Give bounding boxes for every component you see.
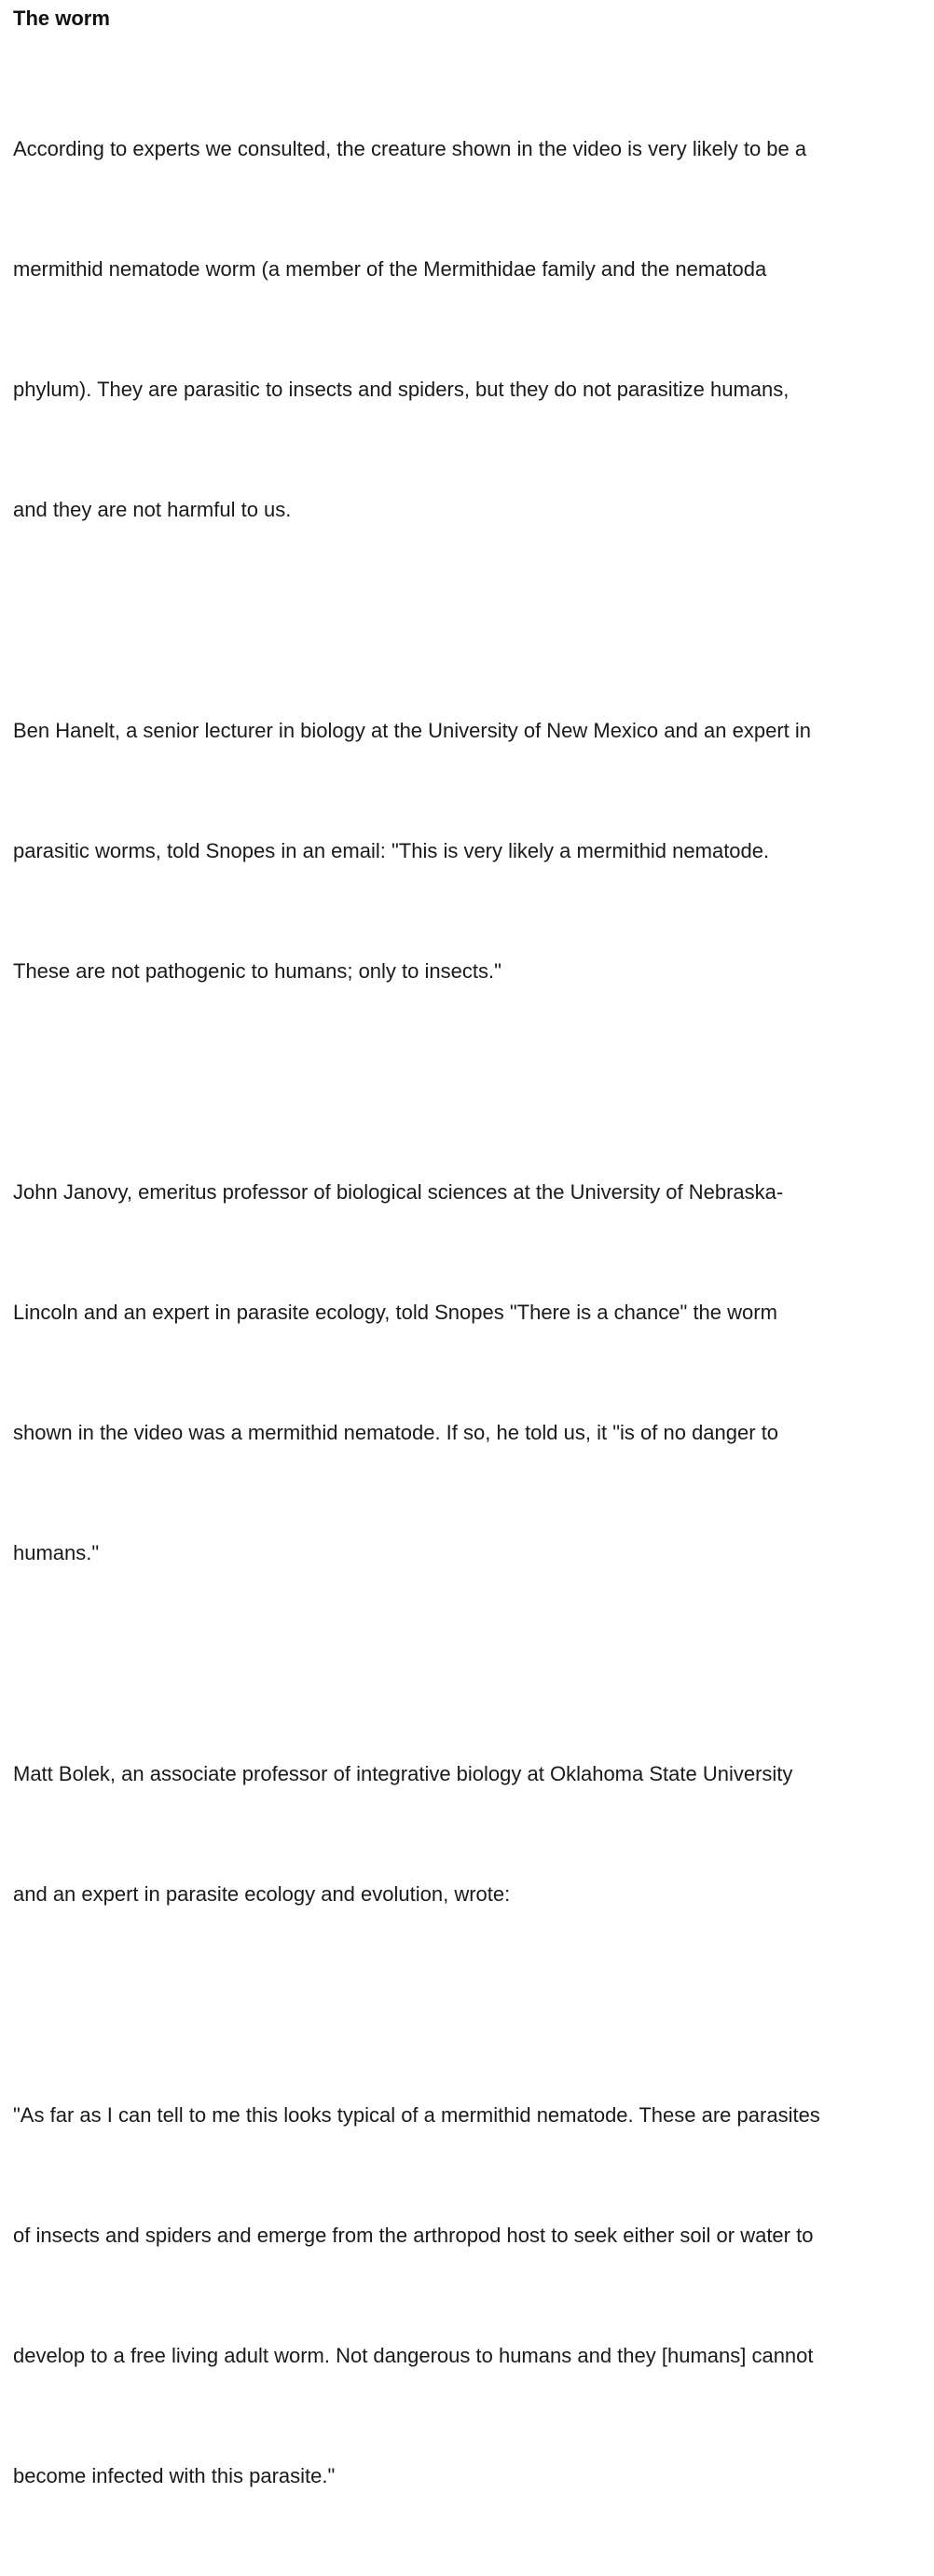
paragraph-bolek-intro: [13, 1674, 921, 1994]
paragraph-intro: [13, 48, 921, 610]
paragraph-line: and they are not harmful to us.: [13, 498, 292, 521]
paragraph-line: become infected with this parasite.": [13, 2464, 336, 2487]
paragraph-line: Matt Bolek, an associate professor of integrative biology at Oklahoma State University: [13, 1762, 793, 1785]
paragraph-line: and an expert in parasite ecology and evolution, wrote:: [13, 1882, 511, 1906]
paragraph-line: Ben Hanelt, a senior lecturer in biology at the University of New Mexico and an expert in: [13, 719, 811, 742]
paragraph-bolek-quote: [13, 2015, 921, 2576]
paragraph-hanelt-quote: [13, 630, 921, 1071]
paragraph-line: parasitic worms, told Snopes in an email: "This is very likely a mermithid nematode.: [13, 839, 770, 862]
paragraph-line: humans.": [13, 1541, 100, 1564]
paragraph-line: Lincoln and an expert in parasite ecology, told Snopes "There is a chance" the worm: [13, 1301, 777, 1324]
paragraph-line: develop to a free living adult worm. Not dangerous to humans and they [humans] cannot: [13, 2344, 814, 2367]
paragraph-line: shown in the video was a mermithid nematode. If so, he told us, it "is of no danger to: [13, 1421, 779, 1444]
paragraph-janovy-quote: [13, 1092, 921, 1653]
paragraph-line: phylum). They are parasitic to insects and spiders, but they do not parasitize humans,: [13, 378, 790, 401]
paragraph-line: These are not pathogenic to humans; only to insects.": [13, 959, 501, 983]
paragraph-line: mermithid nematode worm (a member of the Mermithidae family and the nematoda: [13, 257, 767, 281]
section-heading: The worm: [13, 7, 110, 30]
paragraph-line: of insects and spiders and emerge from the arthropod host to seek either soil or water to: [13, 2224, 814, 2247]
paragraph-line: John Janovy, emeritus professor of biological sciences at the University of Nebraska-: [13, 1180, 784, 1204]
paragraph-line: According to experts we consulted, the creature shown in the video is very likely to be a: [13, 137, 807, 160]
paragraph-line: "As far as I can tell to me this looks typical of a mermithid nematode. These are parasites: [13, 2103, 820, 2127]
